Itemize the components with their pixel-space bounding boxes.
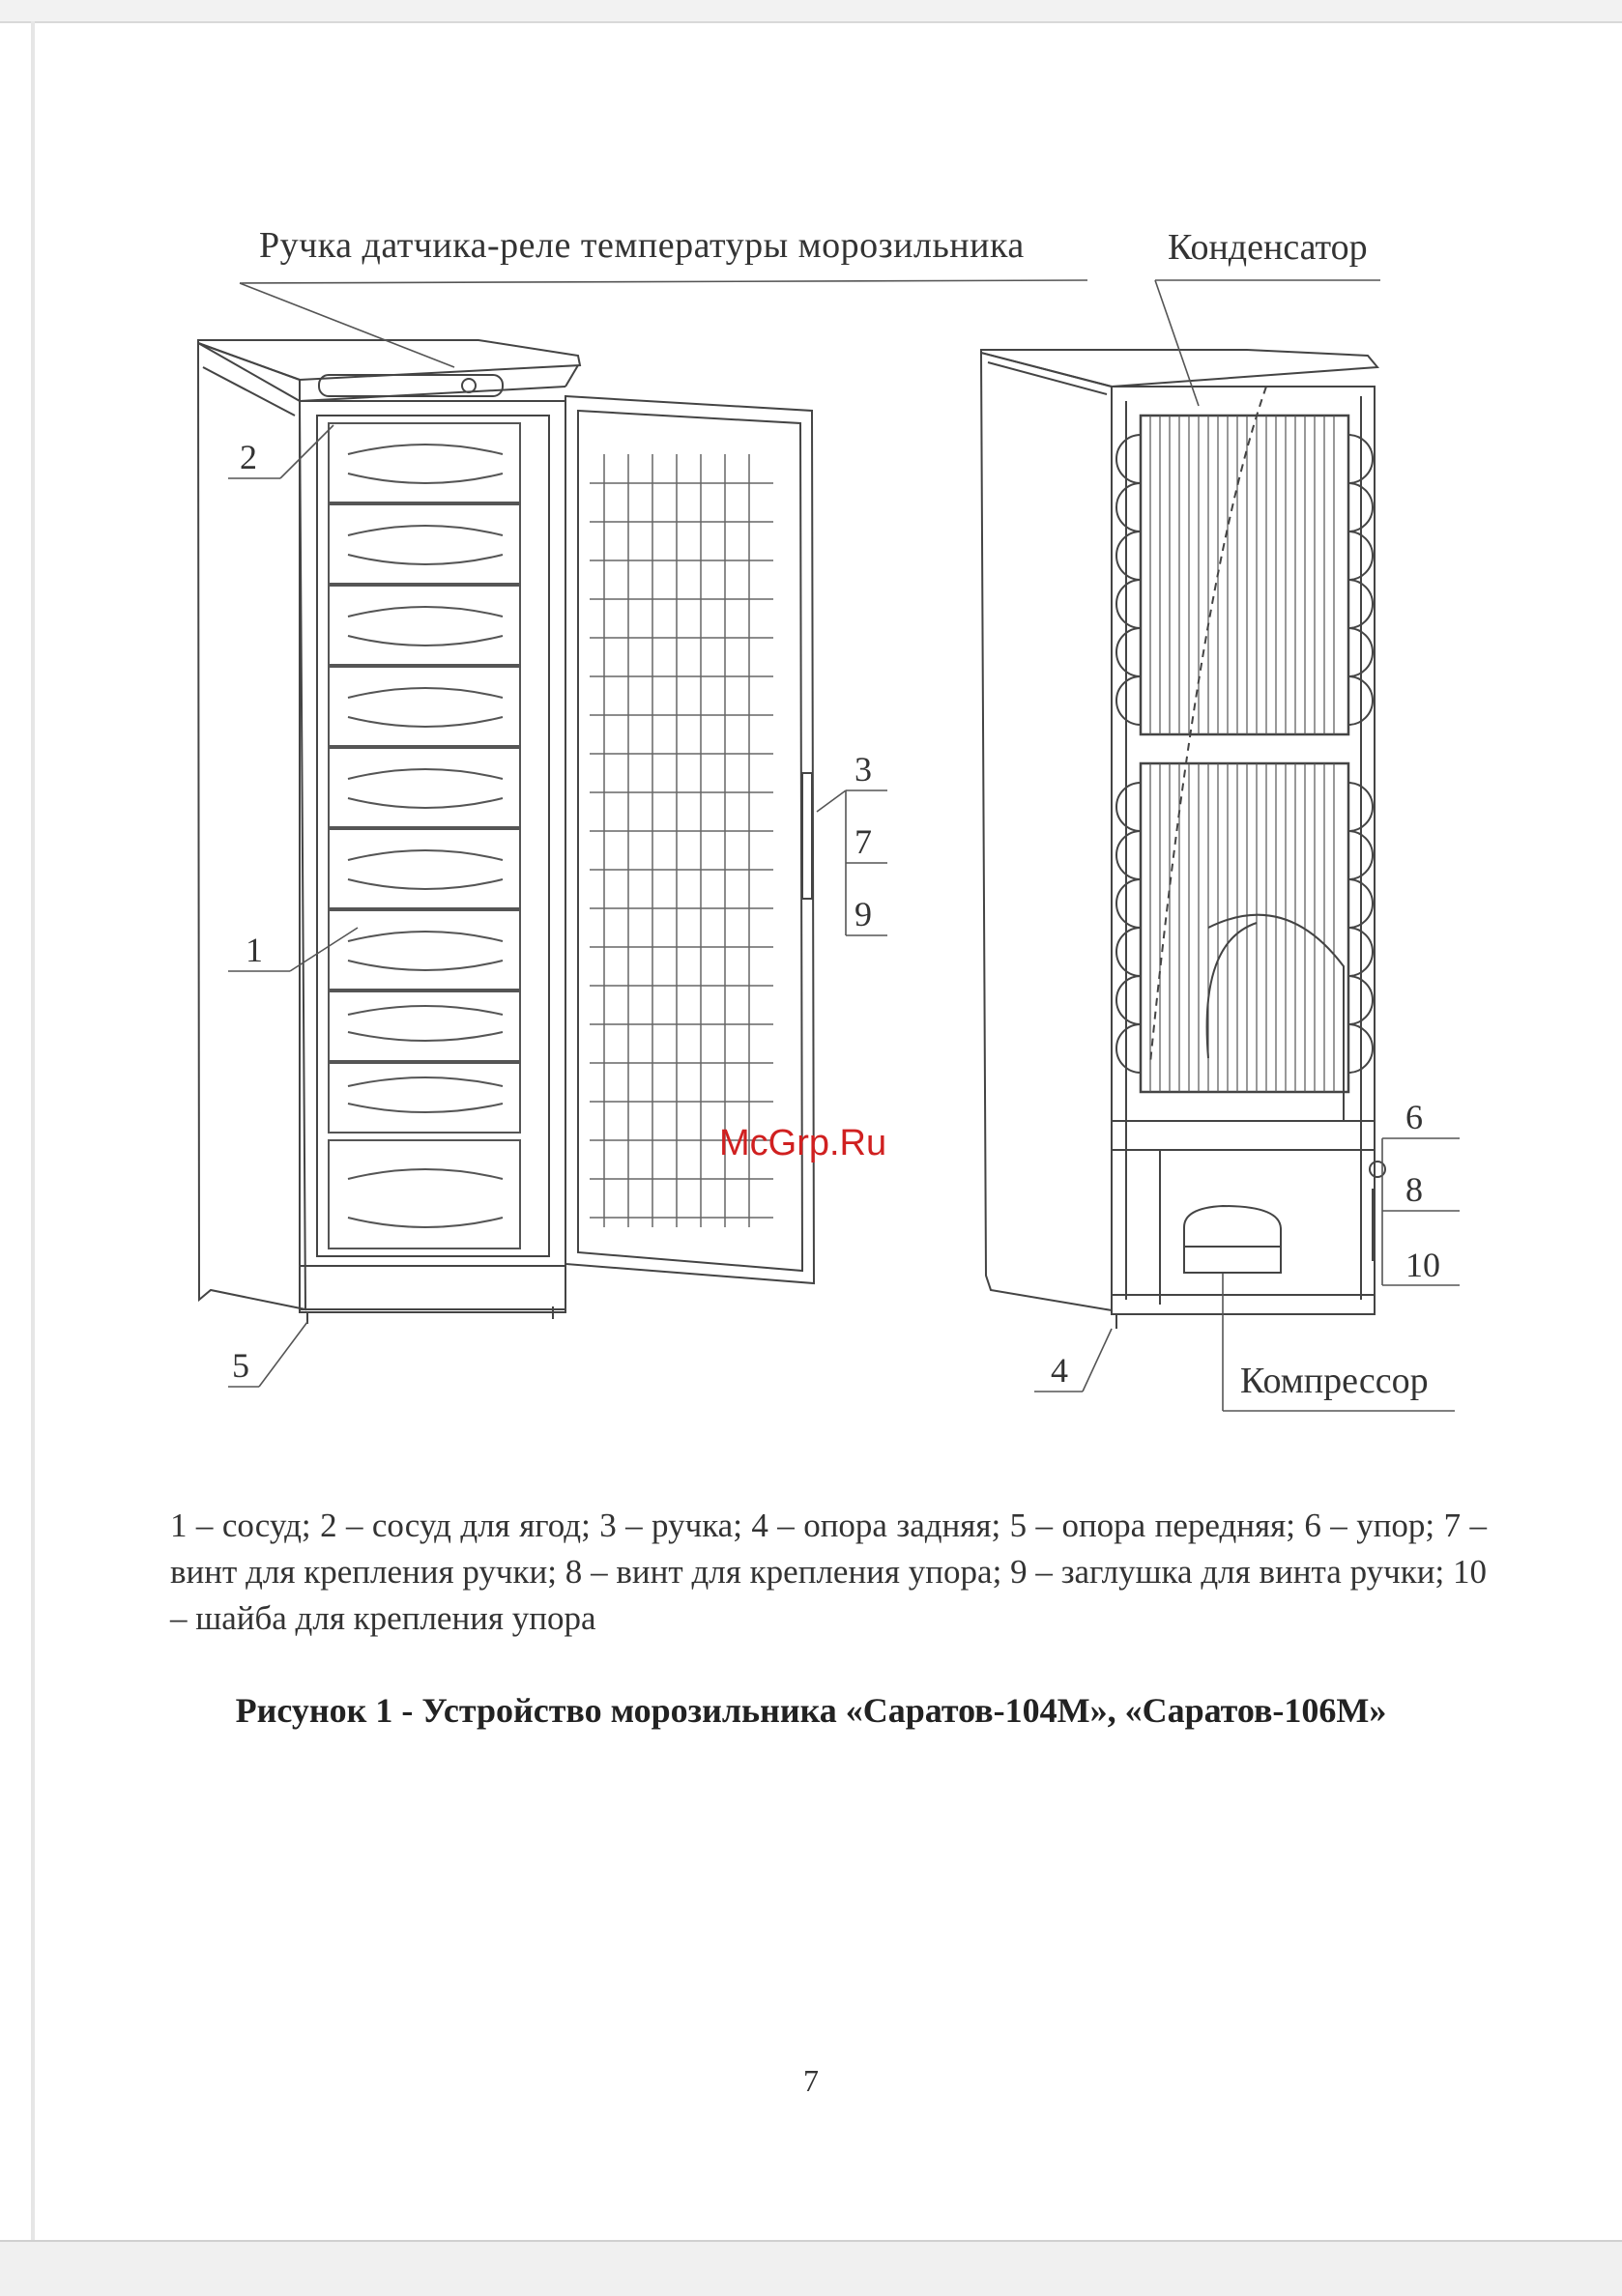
condenser-label: Конденсатор: [1168, 227, 1368, 268]
callout-1: 1: [246, 931, 263, 969]
callout-2: 2: [240, 438, 257, 476]
callout-7: 7: [854, 822, 872, 861]
compressor-label: Компрессор: [1240, 1361, 1429, 1401]
callout-3: 3: [854, 750, 872, 789]
callout-5: 5: [232, 1346, 249, 1385]
watermark: McGrp.Ru: [719, 1123, 887, 1163]
callout-6: 6: [1405, 1098, 1423, 1136]
figure-caption: Рисунок 1 - Устройство морозильника «Саратов-104М», «Саратов-106М»: [235, 1691, 1387, 1730]
figure-legend: 1 – сосуд; 2 – сосуд для ягод; 3 – ручка; 4 – опора задняя; 5 – опора передняя; 6 – упор; 7 – винт для крепления ручки; 8 – винт для крепления упора; 9 – заглушка для винта ручки; 10 – шайба для крепления упора: [170, 1507, 1487, 1637]
freezer-front-view: [198, 340, 814, 1324]
page-number: 7: [803, 2063, 819, 2098]
freezer-rear-view: [981, 350, 1385, 1329]
callout-8: 8: [1405, 1170, 1423, 1209]
callout-10: 10: [1405, 1246, 1440, 1284]
callout-4: 4: [1051, 1351, 1068, 1390]
callout-9: 9: [854, 895, 872, 933]
thermostat-handle-label: Ручка датчика-реле температуры морозильника: [259, 225, 1025, 266]
